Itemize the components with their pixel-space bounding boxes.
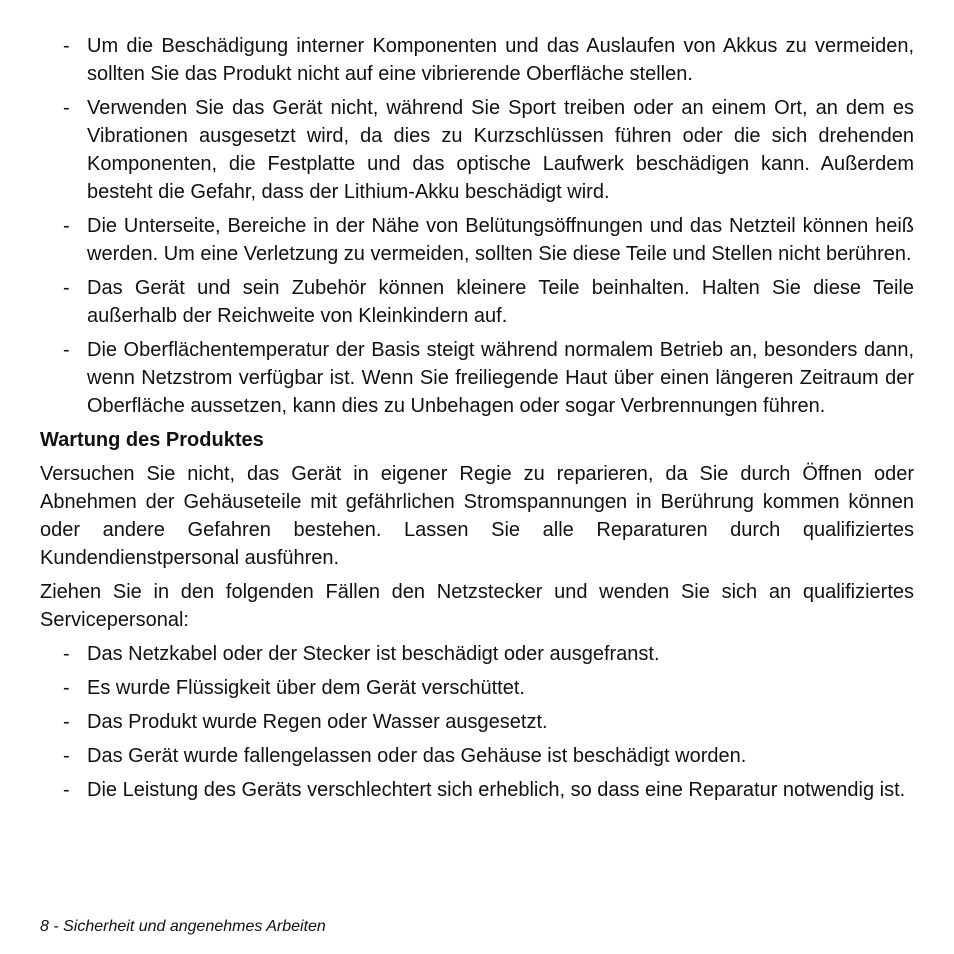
dash-marker: - <box>63 215 70 237</box>
list-item <box>40 674 914 702</box>
list-item <box>40 776 914 804</box>
list-item-text: Das Gerät wurde fallengelassen oder das Gehäuse ist beschädigt worden. <box>87 745 747 767</box>
dash-marker: - <box>63 677 70 699</box>
dash-marker: - <box>63 277 70 299</box>
dash-marker: - <box>63 643 70 665</box>
list-item-text: Es wurde Flüssigkeit über dem Gerät verschüttet. <box>87 677 525 699</box>
bullet-list-service-cases <box>40 640 914 804</box>
dash-marker: - <box>63 339 70 361</box>
list-item <box>40 640 914 668</box>
dash-marker: - <box>63 779 70 801</box>
section-heading: Wartung des Produktes <box>40 429 264 451</box>
document-page <box>40 32 914 810</box>
page-footer: 8 - Sicherheit und angenehmes Arbeiten <box>40 918 326 935</box>
dash-marker: - <box>63 35 70 57</box>
list-item-text: Das Produkt wurde Regen oder Wasser ausgesetzt. <box>87 711 548 733</box>
list-item <box>40 212 914 268</box>
dash-marker: - <box>63 97 70 119</box>
list-item-text: Verwenden Sie das Gerät nicht, während Sie Sport treiben oder an einem Ort, an dem es Vibrationen ausgesetzt wird, da dies zu Kurzschlüssen führen oder die sich drehenden Komponenten, die Festplatte und das optische Laufwerk beschädigen kann. Außerdem besteht die Gefahr, dass der Lithium-Akku beschädigt wird. <box>87 97 914 203</box>
list-item <box>40 336 914 420</box>
dash-marker: - <box>63 745 70 767</box>
paragraph-unplug-instructions: Ziehen Sie in den folgenden Fällen den Netzstecker und wenden Sie sich an qualifiziertes Servicepersonal: <box>40 581 914 631</box>
list-item-text: Die Leistung des Geräts verschlechtert sich erheblich, so dass eine Reparatur notwendig ist. <box>87 779 906 801</box>
list-item <box>40 274 914 330</box>
bullet-list-vibration-heat <box>40 32 914 420</box>
list-item <box>40 708 914 736</box>
list-item-text: Das Netzkabel oder der Stecker ist beschädigt oder ausgefranst. <box>87 643 660 665</box>
list-item <box>40 94 914 206</box>
list-item <box>40 32 914 88</box>
list-item-text: Das Gerät und sein Zubehör können kleinere Teile beinhalten. Halten Sie diese Teile außerhalb der Reichweite von Kleinkindern auf. <box>87 277 914 327</box>
paragraph-repair-warning: Versuchen Sie nicht, das Gerät in eigener Regie zu reparieren, da Sie durch Öffnen oder Abnehmen der Gehäuseteile mit gefährlichen Stromspannungen in Berührung kommen können oder andere Gefahren bestehen. Lassen Sie alle Reparaturen durch qualifiziertes Kundendienstpersonal ausführen. <box>40 463 914 569</box>
list-item-text: Die Oberflächentemperatur der Basis steigt während normalem Betrieb an, besonders dann, wenn Netzstrom verfügbar ist. Wenn Sie freiliegende Haut über einen längeren Zeitraum der Oberfläche aussetzen, kann dies zu Unbehagen oder sogar Verbrennungen führen. <box>87 339 914 417</box>
dash-marker: - <box>63 711 70 733</box>
list-item-text: Um die Beschädigung interner Komponenten und das Auslaufen von Akkus zu vermeiden, sollten Sie das Produkt nicht auf eine vibrierende Oberfläche stellen. <box>87 35 914 85</box>
list-item-text: Die Unterseite, Bereiche in der Nähe von Belütungsöffnungen und das Netzteil können heiß werden. Um eine Verletzung zu vermeiden, sollten Sie diese Teile und Stellen nicht berühren. <box>87 215 914 265</box>
list-item <box>40 742 914 770</box>
